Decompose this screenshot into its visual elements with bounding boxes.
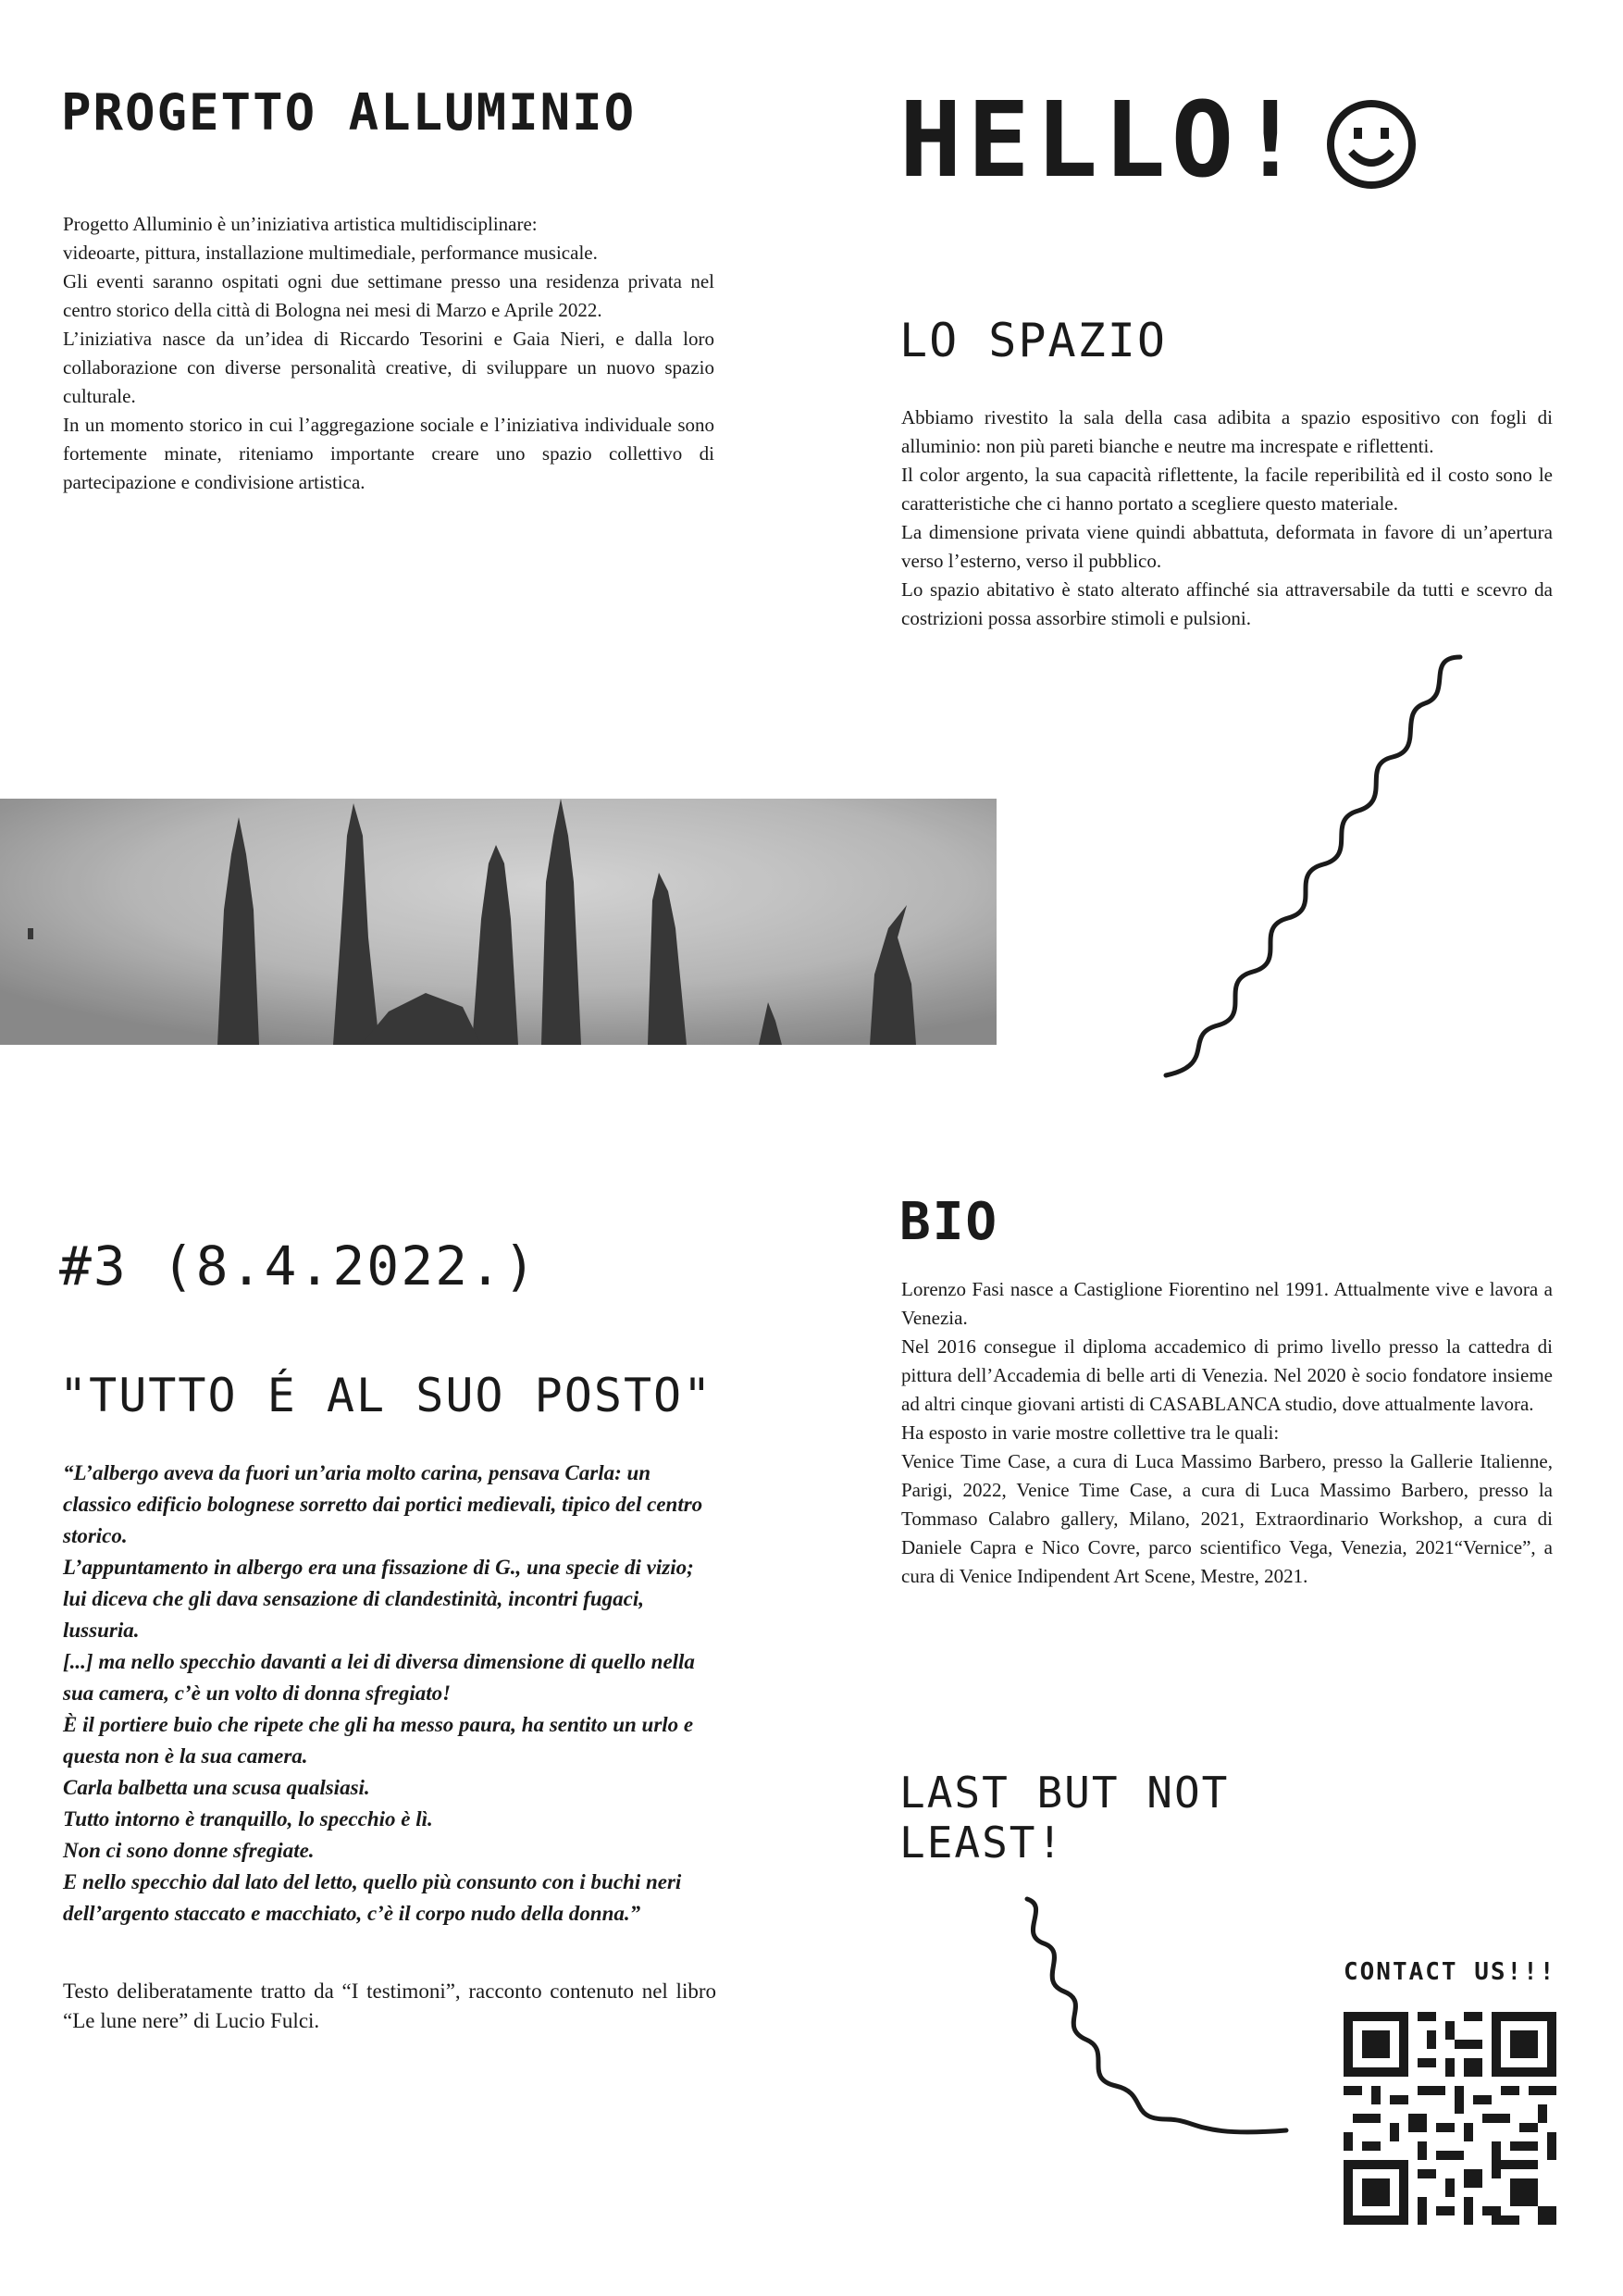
closing-line: LEAST! <box>899 1818 1065 1868</box>
event-quote <box>63 1458 716 1930</box>
smiley-icon <box>1325 98 1418 191</box>
contact-label: CONTACT US!!! <box>1344 1958 1556 1986</box>
spazio-line: La dimensione privata viene quindi abbattuta, deformata in favore di un’apertura verso l’esterno, verso il pubblico. <box>901 521 1553 572</box>
source-note: Testo deliberatamente tratto da “I testimoni”, racconto contenuto nel libro “Le lune nere” di Lucio Fulci. <box>63 1980 716 2032</box>
intro-line: Progetto Alluminio è un’iniziativa artistica multidisciplinare: <box>63 213 538 235</box>
quote-line: È il portiere buio che ripete che gli ha messo paura, ha sentito un urlo e questa non è la sua camera. <box>63 1713 694 1768</box>
quote-line: Tutto intorno è tranquillo, lo specchio è lì. <box>63 1807 433 1831</box>
quote-line: Carla balbetta una scusa qualsiasi. <box>63 1776 370 1799</box>
bio-line: Lorenzo Fasi nasce a Castiglione Fiorentino nel 1991. Attualmente vive e lavora a Venezia. <box>901 1278 1553 1329</box>
bio-heading: BIO <box>899 1192 999 1252</box>
project-title: PROGETTO ALLUMINIO <box>61 83 637 142</box>
spazio-line: Il color argento, la sua capacità riflettente, la facile reperibilità ed il costo sono le caratteristiche che ci hanno portato a scegliere questo materiale. <box>901 464 1553 515</box>
intro-line: In un momento storico in cui l’aggregazione sociale e l’iniziativa individuale sono fortemente minate, riteniamo importante creare uno spazio collettivo di partecipazione e condivisione artistica. <box>63 414 714 493</box>
quote-line: E nello specchio dal lato del letto, quello più consunto con i buchi neri dell’argento staccato e macchiato, c’è il corpo nudo della donna.” <box>63 1870 682 1925</box>
qr-code[interactable] <box>1344 2012 1556 2225</box>
bio-line: Ha esposto in varie mostre collettive tra le quali: <box>901 1421 1280 1444</box>
spazio-line: Lo spazio abitativo è stato alterato affinché sia attraversabile da tutti e scevro da costrizioni possa assorbire stimoli e pulsioni. <box>901 578 1553 629</box>
wavy-line-decoration <box>1147 648 1481 1083</box>
hello-heading: HELLO! <box>899 81 1307 201</box>
quote-line: L’appuntamento in albergo era una fissazione di G., una specie di vizio; lui diceva che gli dava sensazione di clandestinità, incontri fugaci, lussuria. <box>63 1556 694 1642</box>
quote-line: “L’albergo aveva da fuori un’aria molto carina, pensava Carla: un classico edificio bolognese sorretto dai portici medievali, tipico del centro storico. <box>63 1461 703 1547</box>
bio-text <box>901 1275 1553 1591</box>
intro-line: L’iniziativa nasce da un’idea di Riccardo Tesorini e Gaia Nieri, e dalla loro collaborazione con diverse personalità creative, di sviluppare un nuovo spazio culturale. <box>63 328 714 407</box>
intro-text <box>63 210 714 497</box>
intro-line: Gli eventi saranno ospitati ogni due settimane presso una residenza privata nel centro storico della città di Bologna nei mesi di Marzo e Aprile 2022. <box>63 270 714 321</box>
bio-line: Nel 2016 consegue il diploma accademico di primo livello presso la cattedra di pittura dell’Accademia di belle arti di Venezia. Nel 2020 è socio fondatore insieme ad altri cinque giovani artisti di CASABLANCA studio, dove attualmente lavora. <box>901 1335 1553 1415</box>
wavy-line-decoration <box>1009 1888 1305 2147</box>
spazio-line: Abbiamo rivestito la sala della casa adibita a spazio espositivo con fogli di alluminio: non più pareti bianche e neutre ma increspate e riflettenti. <box>901 406 1553 457</box>
spazio-heading: LO SPAZIO <box>899 314 1167 367</box>
event-number: #3 (8.4.2022.) <box>59 1235 538 1297</box>
closing-line: LAST BUT NOT <box>899 1768 1230 1818</box>
quote-line: Non ci sono donne sfregiate. <box>63 1839 315 1862</box>
bio-line: Venice Time Case, a cura di Luca Massimo Barbero, presso la Gallerie Italienne, Parigi, 2022, Venice Time Case, a cura di Luca Massimo Barbero, presso la Tommaso Calabro gallery, Milano, 2021, Extraordinario Workshop, a cura di Daniele Capra e Nico Covre, parco scientifico Vega, Venezia, 2021“Vernice”, a cura di Venice Indipendent Art Scene, Mestre, 2021. <box>901 1450 1553 1587</box>
quote-line: [...] ma nello specchio davanti a lei di diversa dimensione di quello nella sua camera, c’è un volto di donna sfregiato! <box>63 1650 695 1705</box>
spazio-text <box>901 403 1553 633</box>
event-title: "TUTTO É AL SUO POSTO" <box>59 1369 713 1422</box>
intro-line: videoarte, pittura, installazione multimediale, performance musicale. <box>63 242 598 264</box>
photo-spires <box>0 799 997 1045</box>
closing-heading <box>899 1768 1229 1868</box>
